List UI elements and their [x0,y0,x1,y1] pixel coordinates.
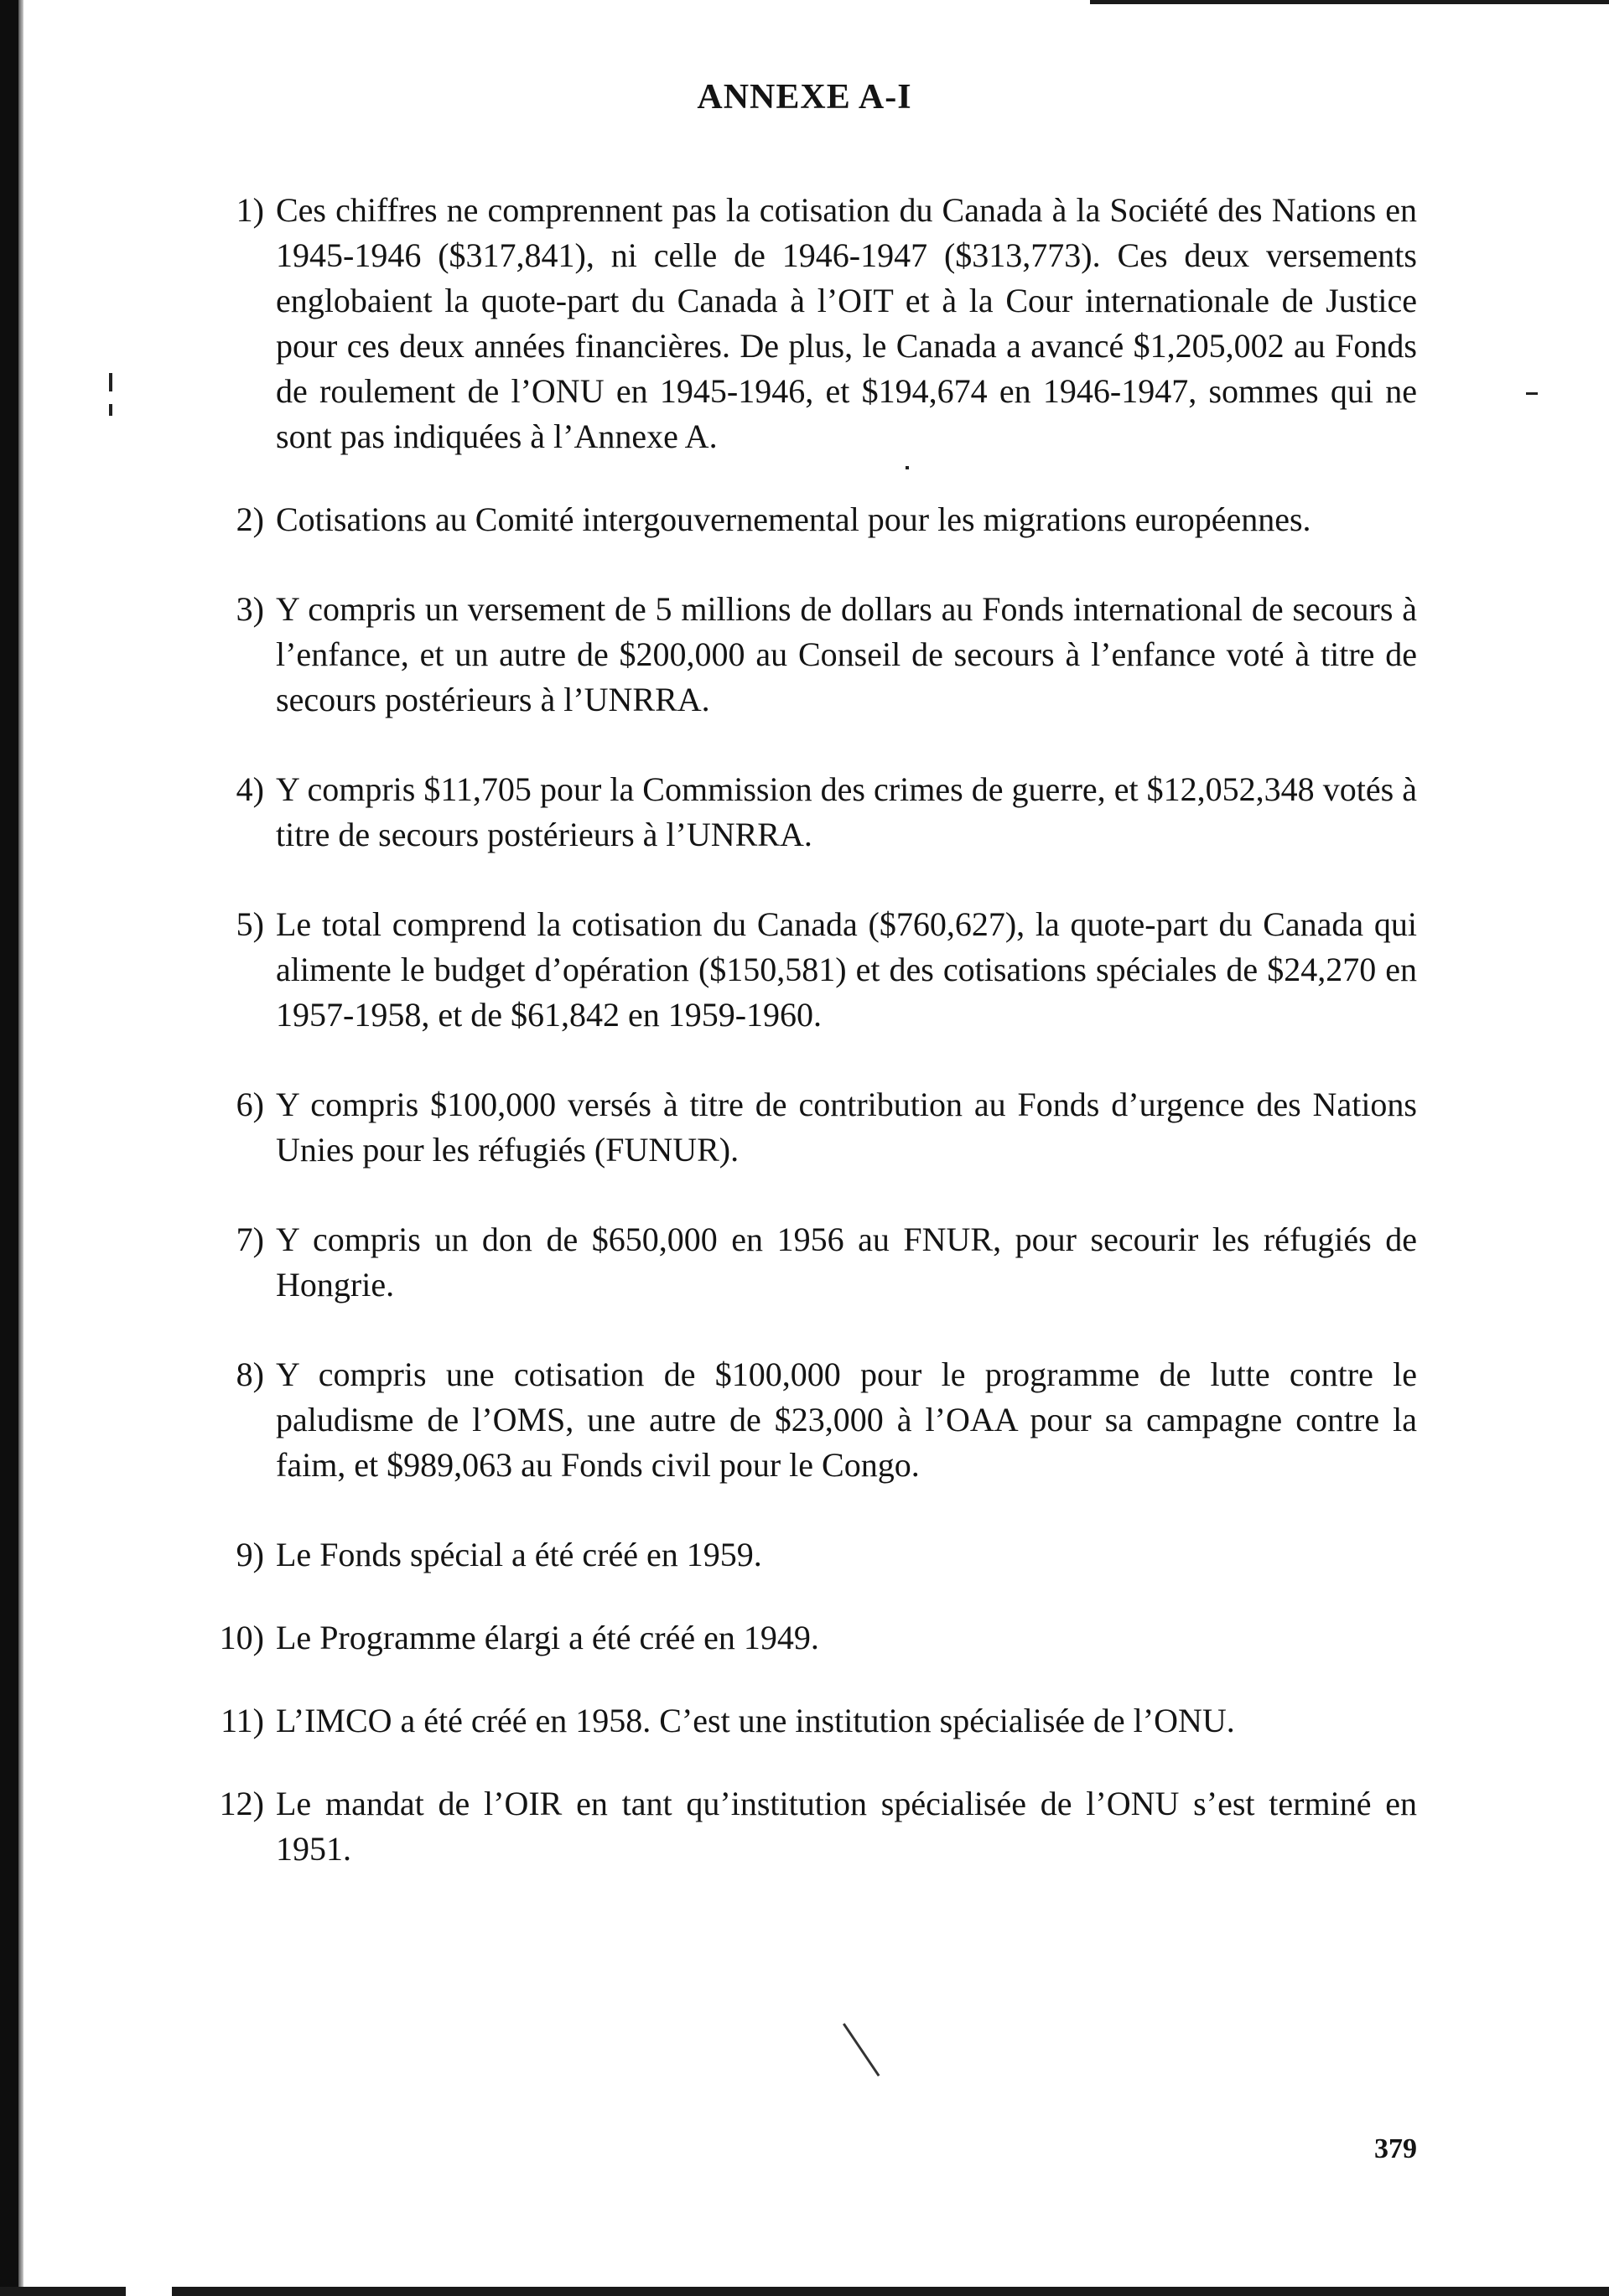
note-item [180,1532,1417,1578]
note-number: 1) [236,191,264,229]
note-item [180,1082,1417,1173]
page-title: ANNEXE A-I [697,78,912,117]
note-number: 12) [219,1785,264,1822]
note-text: Y compris une cotisation de $100,000 pour le programme de lutte contre le paludisme de l’OMS, une autre de $23,000 à l’OAA pour sa campagne contre la faim, et $989,063 au Fonds civil pour le Congo. [276,1355,1417,1484]
note-text: Le Programme élargi a été créé en 1949. [276,1619,819,1656]
note-number: 5) [236,905,264,943]
note-item [180,188,1417,459]
note-text: L’IMCO a été créé en 1958. C’est une institution spécialisée de l’ONU. [276,1702,1235,1739]
note-item [180,497,1417,542]
scan-left-edge [0,0,18,2296]
scan-pen-stroke [843,2023,880,2076]
notes-list [180,188,1417,1872]
note-item [180,1615,1417,1661]
note-number: 2) [236,500,264,538]
note-item [180,1781,1417,1872]
note-item [180,902,1417,1038]
scan-left-shadow [18,0,23,2296]
note-item [180,1352,1417,1488]
scan-bottom-rule-gap [126,2287,172,2296]
note-number: 6) [236,1086,264,1123]
note-text: Ces chiffres ne comprennent pas la cotisation du Canada à la Société des Nations en 1945-1946 ($317,841), ni celle de 1946-1947 ($313,773). Ces deux versements englobaient la quote-part du Canada à l’OIT et à la Cour internationale de Justice pour ces deux années financières. De plus, le Canada a avancé $1,205,002 au Fonds de roulement de l’ONU en 1945-1946, et $194,674 en 1946-1947, sommes qui ne sont pas indiquées à l’Annexe A. [276,191,1417,455]
note-text: Y compris $100,000 versés à titre de contribution au Fonds d’urgence des Nations Unies pour les réfugiés (FUNUR). [276,1086,1417,1169]
note-text: Le mandat de l’OIR en tant qu’institution spécialisée de l’ONU s’est terminé en 1951. [276,1785,1417,1868]
note-number: 3) [236,590,264,628]
scan-top-rule [1090,0,1609,4]
note-text: Le total comprend la cotisation du Canada ($760,627), la quote-part du Canada qui alimente le budget d’opération ($150,581) et des cotisations spéciales de $24,270 en 1957-1958, et de $61,842 en 1959-1960. [276,905,1417,1034]
note-text: Y compris un don de $650,000 en 1956 au FNUR, pour secourir les réfugiés de Hongrie. [276,1221,1417,1303]
note-text: Y compris $11,705 pour la Commission des crimes de guerre, et $12,052,348 votés à titre de secours postérieurs à l’UNRRA. [276,770,1417,853]
note-item [180,587,1417,723]
scan-bottom-rule [0,2287,1609,2296]
note-text: Y compris un versement de 5 millions de dollars au Fonds international de secours à l’enfance, et un autre de $200,000 au Conseil de secours à l’enfance voté à titre de secours postérieurs à l’UNRRA. [276,590,1417,718]
note-number: 7) [236,1221,264,1258]
note-number: 8) [236,1355,264,1393]
scan-speck [109,373,112,391]
note-item [180,1217,1417,1308]
note-number: 10) [219,1619,264,1656]
page-number: 379 [1374,2133,1417,2164]
note-text: Le Fonds spécial a été créé en 1959. [276,1536,762,1573]
note-number: 9) [236,1536,264,1573]
note-number: 11) [221,1702,264,1739]
note-item [180,767,1417,858]
note-item [180,1698,1417,1744]
scan-speck [1526,392,1538,395]
note-text: Cotisations au Comité intergouvernemental pour les migrations européennes. [276,500,1311,538]
scan-speck [109,404,112,416]
note-number: 4) [236,770,264,808]
